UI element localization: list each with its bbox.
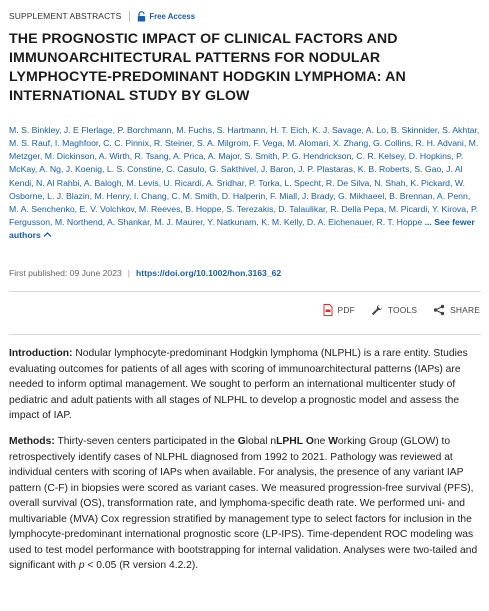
glow-letter-w: W bbox=[328, 436, 338, 447]
introduction-text: Nodular lymphocyte-predominant Hodgkin lymphoma (NLPHL) is a rare entity. Studies evaluating outcomes for patients of all ages with scoring of immunoarchitectural patterns (IAPs) are needed to inform optimal management. We sought to perform an international multicenter study of pediatric and adult patients with all stages of NLPHL to develop a prognostic model and assess the impact of IAP. bbox=[9, 348, 468, 421]
glow-letter-o: O bbox=[305, 436, 314, 447]
methods-label: Methods: bbox=[9, 436, 55, 447]
tools-label: TOOLS bbox=[387, 305, 418, 315]
pdf-icon bbox=[323, 304, 333, 316]
share-label: SHARE bbox=[450, 305, 480, 315]
publication-info bbox=[9, 268, 281, 278]
wrench-icon bbox=[371, 304, 383, 316]
methods-body: (GLOW) to retrospectively identify cases of NLPHL diagnosed from 1992 to 2021. Pathology was reviewed at individual centers with scoring of IAPs when available. For analysis, the presence of any variant IAP pattern (C-F) in biopsies were scored as variant cases. We measured progression-free survival (PFS), overall survival (OS), transformation rate, and lymphoma-specific death rate. We performed uni- and multivariable (MVA) Cox regression stratified by management type to select factors for inclusion in the lymphocyte-predominant international prognostic score (LP-IPS). Time-dependent ROC modeling was used to test model performance with bootstrapping for internal validation. Analyses were two-tailed and significant with bbox=[9, 436, 478, 571]
introduction-label: Introduction: bbox=[9, 348, 73, 359]
abstract-body bbox=[9, 346, 481, 584]
methods-paragraph bbox=[9, 434, 481, 574]
pdf-label: PDF bbox=[337, 305, 355, 315]
pdf-button[interactable] bbox=[323, 304, 355, 316]
author-list bbox=[9, 124, 481, 242]
methods-end: < 0.05 (R version 4.2.2). bbox=[84, 560, 199, 571]
share-icon bbox=[433, 304, 445, 316]
methods-intro: Thirty-seven centers participated in the bbox=[57, 436, 238, 447]
article-toolbar bbox=[307, 304, 480, 316]
divider-top bbox=[9, 291, 481, 292]
tools-button[interactable] bbox=[371, 304, 417, 316]
header-divider bbox=[129, 11, 130, 22]
glow-word-orking: orking Group bbox=[337, 436, 398, 447]
glow-word-ne: ne bbox=[313, 436, 329, 447]
see-fewer-label[interactable]: ... See fewer authors bbox=[9, 217, 475, 241]
glow-letters-lphl: LPHL bbox=[276, 436, 303, 447]
share-button[interactable] bbox=[433, 304, 480, 316]
published-date: First published: 09 June 2023 bbox=[9, 268, 122, 278]
article-title: THE PROGNOSTIC IMPACT OF CLINICAL FACTORS AND IMMUNOARCHITECTURAL PATTERNS FOR NODULAR LYMPHOCYTE-PREDOMINANT HODGKIN LYMPHOMA: AN INTERNATIONAL STUDY BY GLOW bbox=[9, 31, 406, 104]
open-lock-icon bbox=[137, 11, 146, 22]
introduction-paragraph bbox=[9, 346, 481, 424]
section-label[interactable]: SUPPLEMENT ABSTRACTS bbox=[9, 11, 122, 21]
chevron-up-icon bbox=[43, 230, 52, 240]
article-header bbox=[9, 9, 195, 23]
divider-bottom bbox=[9, 334, 481, 335]
free-access-label: Free Access bbox=[149, 11, 196, 21]
author-names[interactable]: M. S. Binkley, J. E Flerlage, P. Borchmann, M. Fuchs, S. Hartmann, H. T. Eich, K. J. Savage, A. Lo, B. Skinnider, S. Akhtar, M. S. Rauf, I. Maghfoor, C. C. Pinnix, R. Steiner, S. A. Milgrom, F. Vega, M. Alomari, X. Zhang, G. Collins, R. H. Advani, M. Metzger, M. Dickinson, A. Wirth, R. Tsang, A. Prica, A. Major, S. Smith, P. G. Hendrickson, C. R. Kelsey, D. Hopkins, P. McKay, A. Ng, J. Koenig, L. S. Constine, C. Casulo, G. Sakthivel, J. Baron, J. P. Plastaras, K. B. Roberts, S. Gao, J. Al Kendi, N. Al Rahbi, A. Balogh, M. Levis, U. Ricardi, A. Sridhar, P. Torka, L. Specht, R. De Silva, N. Shah, K. Pickard, W. Osborne, L. J. Blazin, M. Henry, I. Chang, C. M. Smith, D. Halperin, F. Miall, J. Brady, G. Mikhaeel, B. Brennan, A. Penn, M. A. Senchenko, E. V. Volchkov, M. Reeves, B. Hoppe, S. Terezakis, D. Talaulikar, R. Della Pepa, M. Picardi, Y. Kirova, P. Fergusson, M. Northend, A. Shankar, M. J. Maurer, Y. Natkunam, K. M. Kelly, D. A. Eichenauer, R. T. Hoppe bbox=[9, 125, 480, 228]
p-symbol: p bbox=[78, 560, 85, 571]
pub-separator: | bbox=[127, 268, 130, 278]
doi-link[interactable]: https://doi.org/10.1002/hon.3163_62 bbox=[135, 268, 282, 278]
glow-letter-g: G bbox=[237, 436, 246, 447]
glow-word-lobal: lobal n bbox=[245, 436, 277, 447]
